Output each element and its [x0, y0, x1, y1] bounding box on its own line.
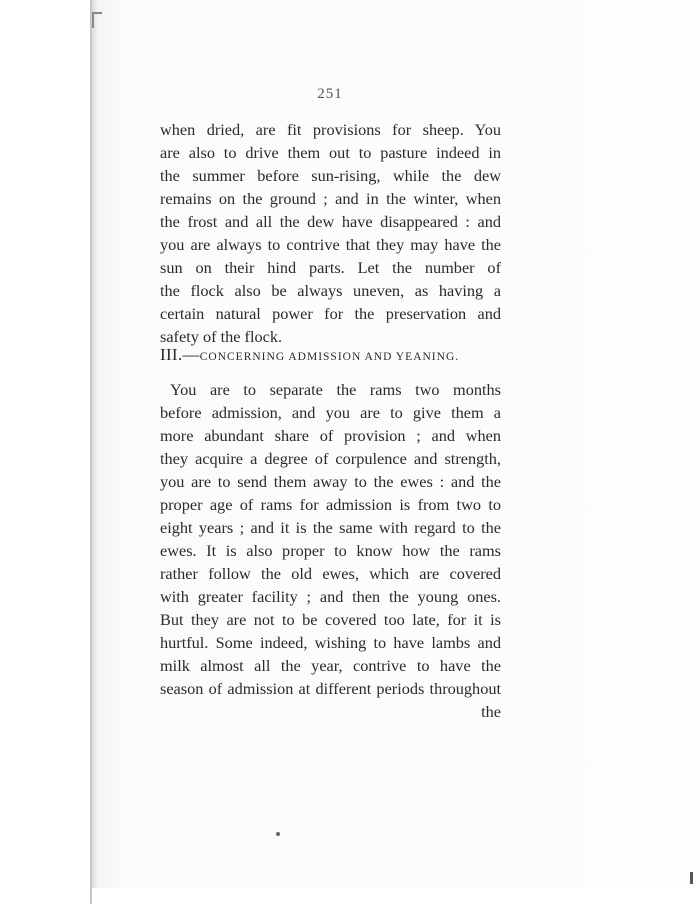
text-line: certain natural power for the preservation and: [160, 304, 501, 323]
text-line: before admission, and you are to give them a: [160, 403, 501, 422]
text-line: But they are not to be covered too late, for it is: [160, 610, 501, 629]
text-line: safety of the flock.: [160, 327, 283, 346]
section-title: CONCERNING ADMISSION AND YEANING.: [199, 351, 460, 363]
text-line: season of admission at different periods throughout: [160, 679, 501, 698]
text-line: more abundant share of provision ; and when: [160, 426, 501, 445]
catchword: the: [481, 702, 501, 721]
page-number: 251: [317, 86, 343, 102]
ink-speck: [276, 832, 280, 836]
text-line: the frost and all the dew have disappeared : and: [160, 212, 501, 231]
text-line: eight years ; and it is the same with regard to the: [160, 518, 501, 537]
text-line: remains on the ground ; and in the winter, when: [160, 189, 501, 208]
scan-corner-mark: [92, 12, 102, 28]
text-line: the flock also be always uneven, as having a: [160, 281, 501, 300]
text-line: proper age of rams for admission is from two to: [160, 495, 501, 514]
text-line: sun on their hind parts. Let the number of: [160, 258, 501, 277]
text-line: rather follow the old ewes, which are covered: [160, 564, 501, 583]
text-line: milk almost all the year, contrive to have the: [160, 656, 501, 675]
page-bottom-margin: [92, 888, 700, 904]
text-line: you are to send them away to the ewes : and the: [160, 472, 501, 491]
text-line: when dried, are fit provisions for sheep. You: [160, 120, 501, 139]
section-numeral: III.—: [160, 345, 200, 364]
text-line: they acquire a degree of corpulence and strength,: [160, 449, 501, 468]
text-line: hurtful. Some indeed, wishing to have lambs and: [160, 633, 501, 652]
text-line: are also to drive them out to pasture indeed in: [160, 143, 501, 162]
text-line: with greater facility ; and then the young ones.: [160, 587, 501, 606]
text-line: You are to separate the rams two months: [170, 380, 501, 399]
section-heading: [160, 345, 501, 367]
scan-corner-mark: [690, 872, 693, 884]
text-line: ewes. It is also proper to know how the rams: [160, 541, 501, 560]
text-line: the summer before sun-rising, while the dew: [160, 166, 501, 185]
text-line: you are always to contrive that they may have the: [160, 235, 501, 254]
